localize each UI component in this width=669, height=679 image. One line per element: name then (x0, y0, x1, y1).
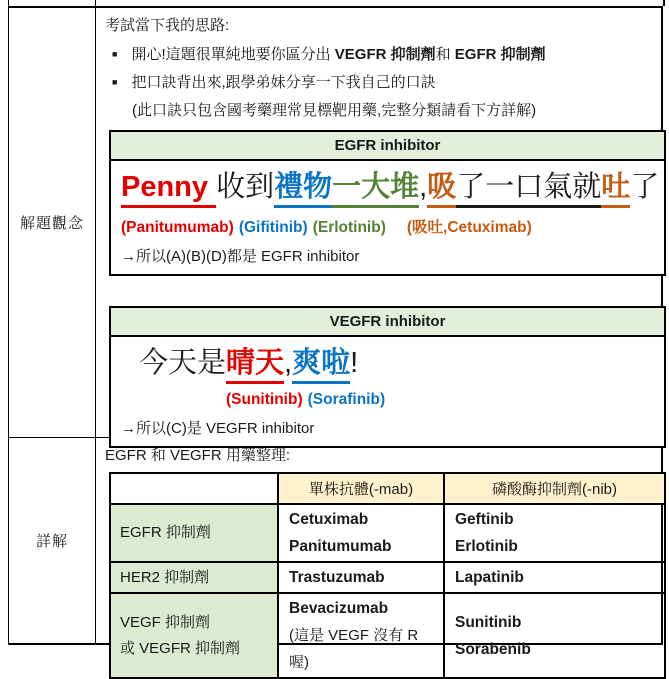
text-segment: 吐 (601, 171, 630, 208)
drug-table-row (110, 504, 665, 562)
text-segment: Penny (121, 171, 216, 208)
section-label-concept (9, 8, 96, 437)
text-segment: (Sorafinib) (307, 391, 386, 408)
drug-summary-table (109, 472, 666, 679)
mnemonic-note: (此口訣只包含國考藥理常見標靶用藥,完整分類請看下方詳解) (132, 102, 537, 119)
text-segment: 一大堆 (332, 171, 419, 208)
table-border-sliver (663, 0, 665, 6)
drug-class-cell: HER2 抑制劑 (110, 562, 278, 593)
vegfr-box-body (111, 337, 664, 446)
text-segment: 吸 (427, 171, 456, 208)
egfr-box-body (111, 161, 664, 274)
detail-label-text: 詳解 (35, 533, 68, 550)
drug-table-header-cell: 單株抗體(-mab) (278, 473, 444, 504)
text-segment: 晴天 (226, 347, 284, 384)
drug-table-header-cell: 磷酸酶抑制劑(-nib) (444, 473, 665, 504)
drug-mab-cell: Cetuximab Panitumumab (278, 504, 444, 562)
vegfr-drug-names (226, 391, 658, 409)
section-label-detail (9, 438, 96, 643)
vegfr-box-title: VEGFR inhibitor (111, 308, 664, 337)
text-segment: 了 (630, 171, 660, 203)
drug-table-row (110, 593, 665, 678)
drug-mab-cell: Trastuzumab (278, 562, 444, 593)
text-segment: ! (350, 347, 359, 379)
text-segment: (Erlotinib) (312, 219, 386, 236)
detail-intro: EGFR 和 VEGFR 用藥整理: (105, 447, 291, 464)
text-segment: 收到 (216, 171, 275, 203)
egfr-conclusion: →所以(A)(B)(D)都是 EGFR inhibitor (121, 248, 360, 265)
drug-nib-cell: Lapatinib (444, 562, 665, 593)
egfr-box-title: EGFR inhibitor (111, 132, 664, 161)
drug-nib-cell: Geftinib Erlotinib (444, 504, 665, 562)
vegfr-mnemonic-line (139, 343, 658, 383)
drug-class-cell: VEGF 抑制劑 或 VEGFR 抑制劑 (110, 593, 278, 678)
egfr-inhibitor-box (109, 130, 666, 276)
vegfr-conclusion: →所以(C)是 VEGFR inhibitor (121, 420, 315, 437)
text-segment: 禮物 (274, 171, 332, 208)
bullet-square-icon: ■ (112, 77, 118, 87)
text-segment: 爽啦 (292, 347, 350, 384)
text-segment: (Sunitinib) (226, 391, 303, 408)
text-segment: , (419, 171, 428, 203)
bullet-item-1 (105, 43, 666, 66)
text-segment: (Gifitinib) (238, 219, 308, 236)
text-segment: 了一口氣就 (456, 171, 601, 208)
notes-outer-table (8, 6, 663, 671)
egfr-drug-names (121, 215, 658, 237)
detail-row (9, 438, 661, 671)
text-segment: (吸吐,Cetuximab) (406, 219, 532, 236)
text-segment: (Panitumumab) (121, 219, 234, 236)
bullet2-text: 把口訣背出來,跟學弟妹分享一下我自己的口訣 (131, 74, 436, 91)
detail-content (96, 438, 666, 671)
bullet1-text: 開心!這題很單純地要你區分出 VEGFR 抑制劑和 EGFR 抑制劑 (131, 46, 546, 63)
bullet-item-2 (105, 71, 666, 94)
concept-label-text: 解題觀念 (19, 215, 84, 232)
drug-table-header-row (110, 473, 665, 504)
vegfr-inhibitor-box (109, 306, 666, 448)
thinking-intro: 考試當下我的思路: (105, 17, 230, 34)
concept-row (9, 8, 661, 438)
text-segment: 今天是 (139, 347, 227, 379)
drug-table-header-cell (110, 473, 278, 504)
text-segment: , (284, 347, 293, 379)
egfr-mnemonic-line (121, 167, 658, 207)
concept-content (96, 8, 666, 437)
drug-nib-cell: Sunitinib Sorabenib (444, 593, 665, 678)
drug-class-cell: EGFR 抑制劑 (110, 504, 278, 562)
drug-mab-cell: Bevacizumab (這是 VEGF 沒有 R 喔) (278, 593, 444, 678)
drug-table-row (110, 562, 665, 593)
bullet-square-icon: ■ (112, 49, 118, 59)
